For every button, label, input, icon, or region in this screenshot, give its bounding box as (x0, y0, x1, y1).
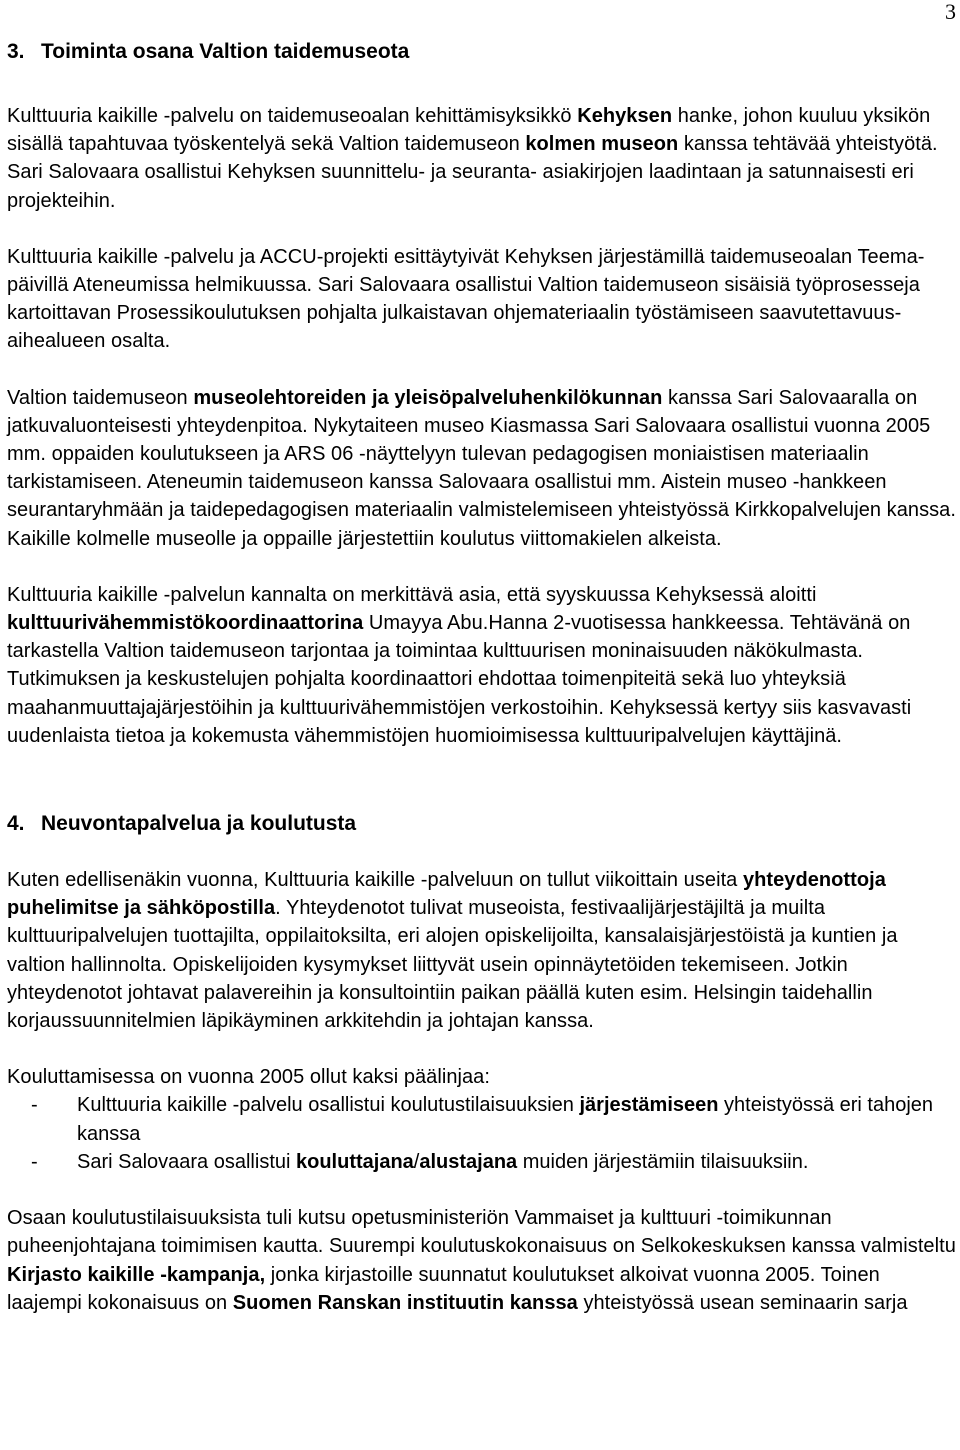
text-run: kanssa Sari Salovaaralla on jatkuvaluonteisesti yhteydenpitoa. Nykytaiteen museo Kiasmassa Sari Salovaara osallistui vuonna 2005 mm. oppaiden koulutukseen ja ARS 06 -näyttelyyn tulevan pedagogisen moniaistisen materiaalin tarkistamiseen. Ateneumin taidemuseon kanssa Salovaara osallistui mm. Aistein museo -hankkeen seurantaryhmään ja taidepedagogisen materiaalin valmistelemiseen yhteistyössä Kirkkopalvelujen kanssa. Kaikille kolmelle museolle ja oppaille järjestettiin koulutus viittomakielen alkeista. (7, 386, 956, 550)
text-run: yhteistyössä eri tahojen kanssa (77, 1094, 934, 1145)
text-run: Kulttuuria kaikille -palvelun kannalta on merkittävä asia, että syyskuussa Kehyksessä aloitti (7, 583, 817, 606)
page-number: 3 (945, 0, 956, 24)
section-3-number: 3. (7, 40, 25, 63)
text-run: jonka kirjastoille suunnatut koulutukset alkoivat vuonna 2005. Toinen laajempi kokonaisuus on (7, 1263, 880, 1314)
text-run: . Yhteydenotot tulivat museoista, festivaalijärjestäjiltä ja muilta kulttuuripalvelujen tuottajilta, oppilaitoksilta, eri alojen opiskelijoilta, kansalaisjärjestöistä ja kuntien ja valtion hallinnolta. Opiskelijoiden kysymykset liittyvät usein opinnäytetöiden tekemiseen. Jotkin yhteydenotot johtavat palavereihin ja konsultointiin paikan päällä kuten esim. Helsingin taidehallin korjaussuunnitelmien läpikäyminen arkkitehdin ja johtajan kanssa. (7, 897, 898, 1033)
document-body (7, 0, 957, 1317)
list-item-text (77, 1148, 957, 1176)
list-item (7, 1148, 957, 1176)
section-3-paragraph-4 (7, 581, 957, 750)
list-bullet: - (31, 1094, 38, 1117)
text-run: Sari Salovaara osallistui (77, 1150, 296, 1173)
section-3-paragraph-1 (7, 102, 957, 215)
bold-text: museolehtoreiden ja yleisöpalveluhenkilökunnan (193, 386, 663, 409)
section-4-paragraph-1 (7, 866, 957, 1035)
text-run: Kuten edellisenäkin vuonna, Kulttuuria kaikille -palveluun on tullut viikoittain useita (7, 869, 743, 892)
section-3-paragraph-2 (7, 243, 957, 356)
list-bullet: - (31, 1150, 38, 1173)
text-run: / (413, 1150, 420, 1173)
text-run: hanke, johon kuuluu yksikön sisällä tapahtuvaa työskentelyä sekä Valtion taidemuseon (7, 105, 931, 156)
section-4-number: 4. (7, 812, 25, 836)
bold-text: kouluttajana (296, 1150, 414, 1173)
bold-text: Kirjasto kaikille -kampanja, (7, 1263, 266, 1286)
text-run: Kulttuuria kaikille -palvelu osallistui koulutustilaisuuksien (77, 1094, 580, 1117)
bold-text: kulttuurivähemmistökoordinaattorina (7, 612, 364, 635)
bold-text: kolmen museon (525, 133, 679, 156)
list-item-text (77, 1091, 957, 1147)
text-run: muiden järjestämiin tilaisuuksiin. (517, 1150, 809, 1173)
bold-text: alustajana (419, 1150, 518, 1173)
text-run: Osaan koulutustilaisuuksista tuli kutsu opetusministeriön Vammaiset ja kulttuuri -toimikunnan puheenjohtajana toimimisen kautta. Suurempi koulutuskokonaisuus on Selkokeskuksen kanssa valmisteltu (7, 1207, 956, 1258)
section-4-training-intro: Kouluttamisessa on vuonna 2005 ollut kaksi päälinjaa: (7, 1066, 490, 1089)
text-run: Kulttuuria kaikille -palvelu on taidemuseoalan kehittämisyksikkö (7, 105, 578, 127)
section-4-paragraph-3 (7, 1204, 957, 1317)
section-4-heading (7, 810, 957, 838)
section-3-heading (7, 38, 957, 66)
bold-text: yhteydenottoja puhelimitse ja sähköpostilla (7, 869, 886, 920)
bold-text: Kehyksen (577, 105, 673, 127)
text-run: kanssa tehtävää yhteistyötä. Sari Salovaara osallistui Kehyksen suunnittelu- ja seuranta- asiakirjojen laadintaan ja satunnaisesti eri projekteihin. (7, 133, 938, 212)
training-list (7, 1091, 957, 1176)
text-run: Valtion taidemuseon (7, 386, 194, 409)
list-item (7, 1091, 957, 1147)
section-3-title: Toiminta osana Valtion taidemuseota (41, 40, 410, 63)
text-run: yhteistyössä usean seminaarin sarja (577, 1291, 908, 1314)
bold-text: järjestämiseen (579, 1094, 719, 1117)
section-4-title: Neuvontapalvelua ja koulutusta (41, 812, 357, 836)
bold-text: Suomen Ranskan instituutin kanssa (232, 1291, 578, 1314)
text-run: Kulttuuria kaikille -palvelu ja ACCU-projekti esittäytyivät Kehyksen järjestämillä taidemuseoalan Teema-päivillä Ateneumissa helmikuussa. Sari Salovaara osallistui Valtion taidemuseon sisäisiä työprosesseja kartoittavan Prosessikoulutuksen pohjalta julkaistavan ohjemateriaalin työstämiseen saavutettavuus-aihealueen osalta. (7, 245, 925, 353)
section-3-paragraph-3 (7, 384, 957, 553)
text-run: Umayya Abu.Hanna 2-vuotisessa hankkeessa. Tehtävänä on tarkastella Valtion taidemuseon tarjontaa ja toimintaa kulttuurisen moninaisuuden näkökulmasta. Tutkimuksen ja keskustelujen pohjalta koordinaattori ehdottaa toimenpiteitä sekä luo yhteyksiä maahanmuuttajajärjestöihin ja kulttuurivähemmistöjen verkostoihin. Kehyksessä kertyy siis kasvavasti uudenlaista tietoa ja kokemusta vähemmistöjen huomioimisessa kulttuuripalvelujen käyttäjinä. (7, 612, 912, 747)
